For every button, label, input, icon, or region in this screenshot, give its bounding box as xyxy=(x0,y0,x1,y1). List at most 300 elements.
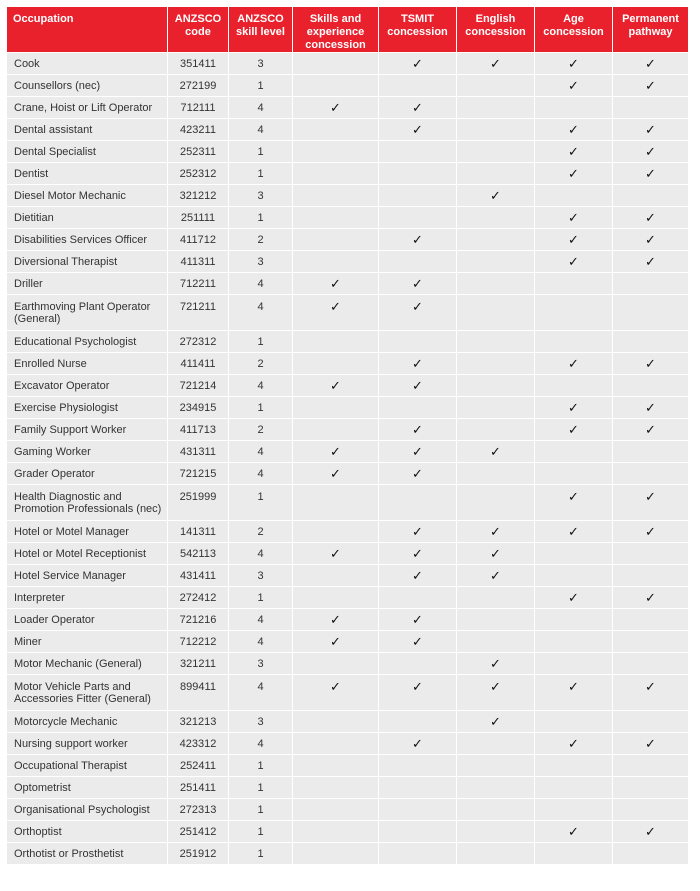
table-row xyxy=(7,375,689,397)
age-check-cell xyxy=(535,521,613,543)
permanent-pathway-check-cell xyxy=(613,273,689,295)
tsmit-check-cell xyxy=(379,543,457,565)
skills-experience-check-cell xyxy=(293,441,379,463)
anzsco-code-cell: 252312 xyxy=(168,163,229,185)
check-mark-icon: ✓ xyxy=(568,143,579,159)
table-row xyxy=(7,521,689,543)
tsmit-check-cell xyxy=(379,229,457,251)
permanent-pathway-check-cell xyxy=(613,521,689,543)
permanent-pathway-check-cell xyxy=(613,375,689,397)
table-row xyxy=(7,295,689,331)
table-row xyxy=(7,163,689,185)
age-check-cell xyxy=(535,587,613,609)
anzsco-code-cell: 234915 xyxy=(168,397,229,419)
table-row xyxy=(7,353,689,375)
check-mark-icon: ✓ xyxy=(412,679,423,694)
occupation-cell: Hotel Service Manager xyxy=(7,565,168,587)
tsmit-check-cell xyxy=(379,207,457,229)
english-check-cell xyxy=(457,141,535,163)
anzsco-code-cell: 252411 xyxy=(168,755,229,777)
anzsco-code-cell: 411411 xyxy=(168,353,229,375)
table-row xyxy=(7,675,689,711)
english-check-cell xyxy=(457,521,535,543)
english-check-cell xyxy=(457,653,535,675)
skills-experience-check-cell xyxy=(293,229,379,251)
skills-experience-check-cell xyxy=(293,755,379,777)
english-check-cell xyxy=(457,207,535,229)
skill-level-cell: 2 xyxy=(229,419,293,441)
occupation-table-container xyxy=(6,6,689,865)
anzsco-code-cell: 721216 xyxy=(168,609,229,631)
tsmit-check-cell xyxy=(379,733,457,755)
occupation-cell: Motor Mechanic (General) xyxy=(7,653,168,675)
permanent-pathway-check-cell xyxy=(613,141,689,163)
skill-level-cell: 1 xyxy=(229,755,293,777)
check-mark-icon: ✓ xyxy=(330,275,341,291)
english-check-cell xyxy=(457,609,535,631)
permanent-pathway-check-cell xyxy=(613,587,689,609)
check-mark-icon: ✓ xyxy=(645,421,656,437)
permanent-pathway-check-cell xyxy=(613,207,689,229)
english-check-cell xyxy=(457,843,535,865)
anzsco-code-cell: 251999 xyxy=(168,485,229,521)
english-check-cell xyxy=(457,119,535,141)
permanent-pathway-check-cell xyxy=(613,53,689,75)
table-row xyxy=(7,463,689,485)
check-mark-icon: ✓ xyxy=(645,489,656,504)
permanent-pathway-check-cell xyxy=(613,733,689,755)
skills-experience-check-cell xyxy=(293,653,379,675)
occupation-cell: Excavator Operator xyxy=(7,375,168,397)
skill-level-cell: 3 xyxy=(229,53,293,75)
age-check-cell xyxy=(535,163,613,185)
check-mark-icon: ✓ xyxy=(645,165,656,181)
anzsco-code-cell: 431311 xyxy=(168,441,229,463)
header-english-concession: English concession xyxy=(457,7,535,53)
skills-experience-check-cell xyxy=(293,331,379,353)
skills-experience-check-cell xyxy=(293,273,379,295)
tsmit-check-cell xyxy=(379,485,457,521)
header-skills-experience-concession: Skills and experience concession xyxy=(293,7,379,53)
skills-experience-check-cell xyxy=(293,733,379,755)
skills-experience-check-cell xyxy=(293,119,379,141)
check-mark-icon: ✓ xyxy=(412,465,423,481)
check-mark-icon: ✓ xyxy=(645,143,656,159)
skills-experience-check-cell xyxy=(293,375,379,397)
skills-experience-check-cell xyxy=(293,565,379,587)
skill-level-cell: 4 xyxy=(229,733,293,755)
english-check-cell xyxy=(457,353,535,375)
english-check-cell xyxy=(457,163,535,185)
check-mark-icon: ✓ xyxy=(568,253,579,269)
check-mark-icon: ✓ xyxy=(412,377,423,393)
occupation-cell: Dental Specialist xyxy=(7,141,168,163)
skill-level-cell: 1 xyxy=(229,75,293,97)
english-check-cell xyxy=(457,543,535,565)
occupation-cell: Orthotist or Prosthetist xyxy=(7,843,168,865)
check-mark-icon: ✓ xyxy=(490,567,501,583)
permanent-pathway-check-cell xyxy=(613,609,689,631)
skill-level-cell: 1 xyxy=(229,777,293,799)
anzsco-code-cell: 321213 xyxy=(168,711,229,733)
check-mark-icon: ✓ xyxy=(412,99,423,115)
permanent-pathway-check-cell xyxy=(613,543,689,565)
permanent-pathway-check-cell xyxy=(613,419,689,441)
tsmit-check-cell xyxy=(379,163,457,185)
english-check-cell xyxy=(457,565,535,587)
skills-experience-check-cell xyxy=(293,97,379,119)
anzsco-code-cell: 272312 xyxy=(168,331,229,353)
age-check-cell xyxy=(535,331,613,353)
permanent-pathway-check-cell xyxy=(613,97,689,119)
check-mark-icon: ✓ xyxy=(490,679,501,694)
english-check-cell xyxy=(457,229,535,251)
tsmit-check-cell xyxy=(379,675,457,711)
table-row xyxy=(7,755,689,777)
tsmit-check-cell xyxy=(379,631,457,653)
check-mark-icon: ✓ xyxy=(330,99,341,115)
check-mark-icon: ✓ xyxy=(490,187,501,203)
permanent-pathway-check-cell xyxy=(613,777,689,799)
occupation-cell: Counsellors (nec) xyxy=(7,75,168,97)
skills-experience-check-cell xyxy=(293,485,379,521)
check-mark-icon: ✓ xyxy=(412,299,423,314)
table-row xyxy=(7,441,689,463)
occupation-cell: Disabilities Services Officer xyxy=(7,229,168,251)
permanent-pathway-check-cell xyxy=(613,331,689,353)
occupation-cell: Nursing support worker xyxy=(7,733,168,755)
permanent-pathway-check-cell xyxy=(613,799,689,821)
skills-experience-check-cell xyxy=(293,609,379,631)
check-mark-icon: ✓ xyxy=(568,399,579,415)
permanent-pathway-check-cell xyxy=(613,229,689,251)
occupation-cell: Orthoptist xyxy=(7,821,168,843)
age-check-cell xyxy=(535,799,613,821)
check-mark-icon: ✓ xyxy=(330,465,341,481)
occupation-cell: Diversional Therapist xyxy=(7,251,168,273)
skill-level-cell: 1 xyxy=(229,397,293,419)
anzsco-code-cell: 251412 xyxy=(168,821,229,843)
age-check-cell xyxy=(535,441,613,463)
table-row xyxy=(7,653,689,675)
tsmit-check-cell xyxy=(379,463,457,485)
check-mark-icon: ✓ xyxy=(568,355,579,371)
occupation-cell: Hotel or Motel Manager xyxy=(7,521,168,543)
age-check-cell xyxy=(535,185,613,207)
skill-level-cell: 1 xyxy=(229,799,293,821)
permanent-pathway-check-cell xyxy=(613,675,689,711)
table-row xyxy=(7,229,689,251)
tsmit-check-cell xyxy=(379,565,457,587)
age-check-cell xyxy=(535,75,613,97)
skill-level-cell: 2 xyxy=(229,229,293,251)
tsmit-check-cell xyxy=(379,141,457,163)
skill-level-cell: 2 xyxy=(229,521,293,543)
check-mark-icon: ✓ xyxy=(330,377,341,393)
skill-level-cell: 4 xyxy=(229,97,293,119)
check-mark-icon: ✓ xyxy=(412,443,423,459)
check-mark-icon: ✓ xyxy=(568,489,579,504)
english-check-cell xyxy=(457,441,535,463)
check-mark-icon: ✓ xyxy=(412,421,423,437)
english-check-cell xyxy=(457,397,535,419)
skill-level-cell: 4 xyxy=(229,273,293,295)
check-mark-icon: ✓ xyxy=(412,121,423,137)
table-row xyxy=(7,543,689,565)
header-age-concession: Age concession xyxy=(535,7,613,53)
check-mark-icon: ✓ xyxy=(412,523,423,539)
skill-level-cell: 2 xyxy=(229,353,293,375)
anzsco-code-cell: 272412 xyxy=(168,587,229,609)
occupation-cell: Optometrist xyxy=(7,777,168,799)
skill-level-cell: 3 xyxy=(229,185,293,207)
occupation-cell: Enrolled Nurse xyxy=(7,353,168,375)
age-check-cell xyxy=(535,675,613,711)
skills-experience-check-cell xyxy=(293,521,379,543)
occupation-cell: Loader Operator xyxy=(7,609,168,631)
english-check-cell xyxy=(457,755,535,777)
age-check-cell xyxy=(535,609,613,631)
anzsco-code-cell: 252311 xyxy=(168,141,229,163)
check-mark-icon: ✓ xyxy=(645,735,656,751)
skills-experience-check-cell xyxy=(293,141,379,163)
tsmit-check-cell xyxy=(379,821,457,843)
check-mark-icon: ✓ xyxy=(568,735,579,751)
occupation-cell: Interpreter xyxy=(7,587,168,609)
check-mark-icon: ✓ xyxy=(412,55,423,71)
anzsco-code-cell: 272313 xyxy=(168,799,229,821)
tsmit-check-cell xyxy=(379,799,457,821)
tsmit-check-cell xyxy=(379,273,457,295)
english-check-cell xyxy=(457,485,535,521)
permanent-pathway-check-cell xyxy=(613,185,689,207)
table-row xyxy=(7,777,689,799)
skill-level-cell: 3 xyxy=(229,565,293,587)
age-check-cell xyxy=(535,141,613,163)
table-row xyxy=(7,331,689,353)
table-row xyxy=(7,843,689,865)
skill-level-cell: 1 xyxy=(229,821,293,843)
skills-experience-check-cell xyxy=(293,163,379,185)
occupation-cell: Diesel Motor Mechanic xyxy=(7,185,168,207)
check-mark-icon: ✓ xyxy=(412,567,423,583)
permanent-pathway-check-cell xyxy=(613,711,689,733)
permanent-pathway-check-cell xyxy=(613,397,689,419)
english-check-cell xyxy=(457,675,535,711)
tsmit-check-cell xyxy=(379,119,457,141)
skills-experience-check-cell xyxy=(293,185,379,207)
anzsco-code-cell: 423312 xyxy=(168,733,229,755)
skill-level-cell: 1 xyxy=(229,843,293,865)
anzsco-code-cell: 251411 xyxy=(168,777,229,799)
permanent-pathway-check-cell xyxy=(613,463,689,485)
anzsco-code-cell: 411713 xyxy=(168,419,229,441)
english-check-cell xyxy=(457,631,535,653)
anzsco-code-cell: 423211 xyxy=(168,119,229,141)
check-mark-icon: ✓ xyxy=(412,355,423,371)
age-check-cell xyxy=(535,631,613,653)
occupation-cell: Occupational Therapist xyxy=(7,755,168,777)
english-check-cell xyxy=(457,97,535,119)
age-check-cell xyxy=(535,463,613,485)
permanent-pathway-check-cell xyxy=(613,163,689,185)
tsmit-check-cell xyxy=(379,609,457,631)
tsmit-check-cell xyxy=(379,397,457,419)
anzsco-code-cell: 712111 xyxy=(168,97,229,119)
english-check-cell xyxy=(457,375,535,397)
header-anzsco-code: ANZSCO code xyxy=(168,7,229,53)
check-mark-icon: ✓ xyxy=(568,679,579,694)
occupation-cell: Gaming Worker xyxy=(7,441,168,463)
skills-experience-check-cell xyxy=(293,821,379,843)
english-check-cell xyxy=(457,273,535,295)
table-row xyxy=(7,141,689,163)
english-check-cell xyxy=(457,185,535,207)
age-check-cell xyxy=(535,821,613,843)
age-check-cell xyxy=(535,711,613,733)
tsmit-check-cell xyxy=(379,419,457,441)
permanent-pathway-check-cell xyxy=(613,75,689,97)
english-check-cell xyxy=(457,419,535,441)
age-check-cell xyxy=(535,229,613,251)
english-check-cell xyxy=(457,463,535,485)
check-mark-icon: ✓ xyxy=(412,735,423,751)
check-mark-icon: ✓ xyxy=(330,611,341,627)
header-tsmit-concession: TSMIT concession xyxy=(379,7,457,53)
skills-experience-check-cell xyxy=(293,799,379,821)
occupation-cell: Health Diagnostic and Promotion Professionals (nec) xyxy=(7,485,168,521)
age-check-cell xyxy=(535,653,613,675)
age-check-cell xyxy=(535,755,613,777)
skill-level-cell: 1 xyxy=(229,163,293,185)
table-row xyxy=(7,273,689,295)
occupation-cell: Miner xyxy=(7,631,168,653)
age-check-cell xyxy=(535,733,613,755)
check-mark-icon: ✓ xyxy=(412,231,423,247)
english-check-cell xyxy=(457,75,535,97)
check-mark-icon: ✓ xyxy=(645,209,656,225)
check-mark-icon: ✓ xyxy=(330,299,341,314)
skills-experience-check-cell xyxy=(293,75,379,97)
skills-experience-check-cell xyxy=(293,543,379,565)
permanent-pathway-check-cell xyxy=(613,821,689,843)
skills-experience-check-cell xyxy=(293,631,379,653)
skills-experience-check-cell xyxy=(293,295,379,331)
table-row xyxy=(7,821,689,843)
skill-level-cell: 3 xyxy=(229,711,293,733)
skills-experience-check-cell xyxy=(293,397,379,419)
occupation-cell: Exercise Physiologist xyxy=(7,397,168,419)
skills-experience-check-cell xyxy=(293,207,379,229)
anzsco-code-cell: 899411 xyxy=(168,675,229,711)
skills-experience-check-cell xyxy=(293,587,379,609)
english-check-cell xyxy=(457,733,535,755)
table-row xyxy=(7,75,689,97)
age-check-cell xyxy=(535,53,613,75)
english-check-cell xyxy=(457,587,535,609)
anzsco-code-cell: 712212 xyxy=(168,631,229,653)
skills-experience-check-cell xyxy=(293,53,379,75)
tsmit-check-cell xyxy=(379,843,457,865)
skills-experience-check-cell xyxy=(293,419,379,441)
skill-level-cell: 4 xyxy=(229,463,293,485)
check-mark-icon: ✓ xyxy=(490,713,501,729)
tsmit-check-cell xyxy=(379,75,457,97)
check-mark-icon: ✓ xyxy=(568,421,579,437)
skill-level-cell: 1 xyxy=(229,587,293,609)
check-mark-icon: ✓ xyxy=(568,209,579,225)
age-check-cell xyxy=(535,207,613,229)
skills-experience-check-cell xyxy=(293,711,379,733)
age-check-cell xyxy=(535,485,613,521)
check-mark-icon: ✓ xyxy=(645,399,656,415)
check-mark-icon: ✓ xyxy=(645,355,656,371)
tsmit-check-cell xyxy=(379,185,457,207)
english-check-cell xyxy=(457,777,535,799)
check-mark-icon: ✓ xyxy=(412,275,423,291)
english-check-cell xyxy=(457,799,535,821)
occupation-cell: Dentist xyxy=(7,163,168,185)
skills-experience-check-cell xyxy=(293,777,379,799)
check-mark-icon: ✓ xyxy=(645,679,656,694)
table-row xyxy=(7,207,689,229)
check-mark-icon: ✓ xyxy=(490,523,501,539)
occupation-cell: Hotel or Motel Receptionist xyxy=(7,543,168,565)
age-check-cell xyxy=(535,419,613,441)
permanent-pathway-check-cell xyxy=(613,485,689,521)
anzsco-code-cell: 721215 xyxy=(168,463,229,485)
table-row xyxy=(7,251,689,273)
tsmit-check-cell xyxy=(379,331,457,353)
age-check-cell xyxy=(535,843,613,865)
tsmit-check-cell xyxy=(379,521,457,543)
skill-level-cell: 1 xyxy=(229,207,293,229)
age-check-cell xyxy=(535,251,613,273)
check-mark-icon: ✓ xyxy=(490,655,501,671)
age-check-cell xyxy=(535,543,613,565)
table-row xyxy=(7,397,689,419)
occupation-table xyxy=(6,6,689,865)
check-mark-icon: ✓ xyxy=(412,633,423,649)
table-row xyxy=(7,799,689,821)
tsmit-check-cell xyxy=(379,653,457,675)
tsmit-check-cell xyxy=(379,375,457,397)
permanent-pathway-check-cell xyxy=(613,631,689,653)
check-mark-icon: ✓ xyxy=(330,679,341,694)
header-permanent-pathway: Permanent pathway xyxy=(613,7,689,53)
skills-experience-check-cell xyxy=(293,353,379,375)
table-row xyxy=(7,419,689,441)
skill-level-cell: 4 xyxy=(229,119,293,141)
permanent-pathway-check-cell xyxy=(613,119,689,141)
age-check-cell xyxy=(535,777,613,799)
check-mark-icon: ✓ xyxy=(490,545,501,561)
check-mark-icon: ✓ xyxy=(645,823,656,839)
check-mark-icon: ✓ xyxy=(645,121,656,137)
table-row xyxy=(7,609,689,631)
check-mark-icon: ✓ xyxy=(645,231,656,247)
table-row xyxy=(7,53,689,75)
tsmit-check-cell xyxy=(379,295,457,331)
skill-level-cell: 1 xyxy=(229,485,293,521)
table-row xyxy=(7,631,689,653)
check-mark-icon: ✓ xyxy=(568,77,579,93)
skill-level-cell: 4 xyxy=(229,609,293,631)
english-check-cell xyxy=(457,821,535,843)
anzsco-code-cell: 712211 xyxy=(168,273,229,295)
skills-experience-check-cell xyxy=(293,251,379,273)
occupation-cell: Driller xyxy=(7,273,168,295)
